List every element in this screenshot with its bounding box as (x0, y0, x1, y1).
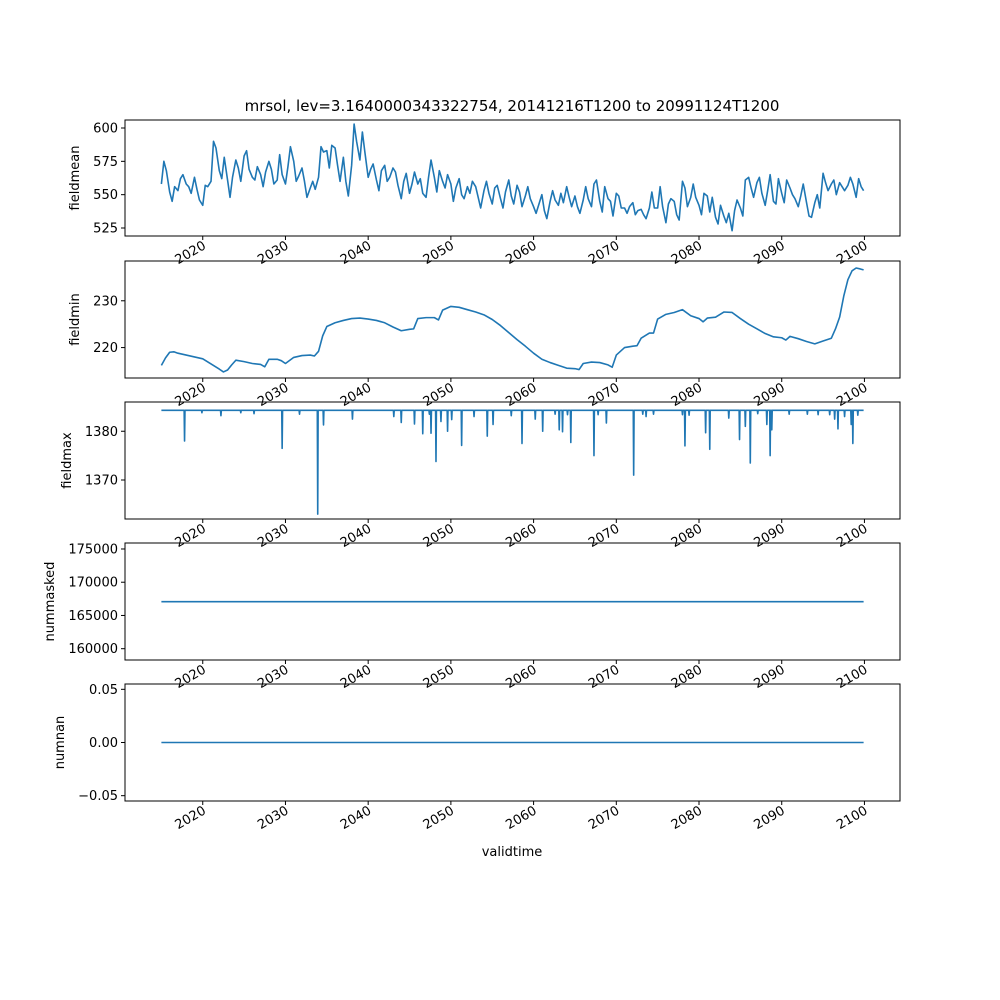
fieldmin-xtick-label: 2030 (255, 380, 292, 411)
numnan-xtick-label: 2060 (503, 803, 540, 834)
fieldmean-xtick-label: 2070 (586, 238, 623, 269)
fieldmean-xtick-label: 2050 (420, 238, 457, 269)
fieldmax-ylabel: fieldmax (60, 432, 75, 489)
fieldmean-xtick-label: 2030 (255, 238, 292, 269)
numnan-ytick-label: 0.00 (89, 736, 118, 751)
fieldmean-ylabel: fieldmean (68, 145, 83, 211)
fieldmean-ytick-label: 600 (93, 121, 118, 137)
numnan-ytick-label: −0.05 (78, 789, 118, 805)
numnan-ylabel: numnan (53, 715, 68, 770)
fieldmean-ytick-label: 525 (93, 221, 118, 237)
fieldmax-xtick-label: 2090 (751, 521, 788, 552)
nummasked-ytick-label: 165000 (68, 608, 118, 624)
fieldmean-ytick-label: 575 (93, 154, 118, 170)
fieldmin-ytick-label: 230 (93, 294, 118, 310)
figure-title: mrsol, lev=3.1640000343322754, 20141216T1200 to 20991124T1200 (244, 97, 780, 115)
fieldmean-xtick-label: 2020 (172, 238, 209, 269)
fieldmin-xtick-label: 2070 (586, 380, 623, 411)
nummasked-xtick-label: 2020 (172, 662, 209, 693)
fieldmin-ytick-label: 220 (93, 341, 118, 357)
fieldmax-xtick-label: 2020 (172, 521, 209, 552)
numnan-xtick-label: 2020 (172, 803, 209, 834)
fieldmax-ytick-label: 1380 (84, 424, 118, 440)
numnan-xtick-label: 2030 (255, 803, 292, 834)
fieldmin-xtick-label: 2090 (751, 380, 788, 411)
fieldmin-xtick-label: 2080 (668, 380, 706, 411)
fieldmean-xtick-label: 2060 (503, 238, 540, 269)
fieldmean-xtick-label: 2040 (338, 238, 375, 269)
nummasked-ytick-label: 175000 (68, 542, 118, 558)
fieldmin-ylabel: fieldmin (68, 293, 83, 346)
numnan-xtick-label: 2040 (338, 803, 375, 834)
numnan-xtick-label: 2070 (586, 803, 623, 834)
nummasked-xtick-label: 2070 (586, 662, 623, 693)
fieldmean-xtick-label: 2100 (834, 238, 871, 269)
nummasked-ylabel: nummasked (43, 561, 58, 642)
nummasked-xtick-label: 2100 (834, 662, 871, 693)
nummasked-xtick-label: 2030 (255, 662, 292, 693)
fieldmax-xtick-label: 2040 (338, 521, 375, 552)
fieldmax-ytick-label: 1370 (84, 473, 118, 489)
fieldmean-xtick-label: 2090 (751, 238, 788, 269)
x-axis-label: validtime (481, 845, 543, 860)
fieldmin-xtick-label: 2020 (172, 380, 209, 411)
numnan-xtick-label: 2050 (420, 803, 457, 834)
nummasked-xtick-label: 2080 (668, 662, 706, 693)
nummasked-xtick-label: 2040 (338, 662, 375, 693)
nummasked-xtick-label: 2050 (420, 662, 457, 693)
fieldmax-xtick-label: 2100 (834, 521, 871, 552)
fieldmax-xtick-label: 2060 (503, 521, 540, 552)
numnan-xtick-label: 2090 (751, 803, 788, 834)
fieldmin-xtick-label: 2100 (834, 380, 871, 411)
fieldmean-ytick-label: 550 (93, 188, 118, 204)
fieldmax-xtick-label: 2080 (668, 521, 706, 552)
numnan-xtick-label: 2080 (668, 803, 706, 834)
fieldmin-xtick-label: 2050 (420, 380, 457, 411)
fieldmean-xtick-label: 2080 (668, 238, 706, 269)
fieldmax-xtick-label: 2070 (586, 521, 623, 552)
numnan-xtick-label: 2100 (834, 803, 871, 834)
nummasked-ytick-label: 170000 (68, 575, 118, 591)
numnan-ytick-label: 0.05 (89, 682, 118, 698)
fieldmax-xtick-label: 2030 (255, 521, 292, 552)
nummasked-xtick-label: 2090 (751, 662, 788, 693)
fieldmin-xtick-label: 2060 (503, 380, 540, 411)
nummasked-ytick-label: 160000 (68, 642, 118, 658)
nummasked-xtick-label: 2060 (503, 662, 540, 693)
fieldmin-xtick-label: 2040 (338, 380, 375, 411)
fieldmax-xtick-label: 2050 (420, 521, 457, 552)
